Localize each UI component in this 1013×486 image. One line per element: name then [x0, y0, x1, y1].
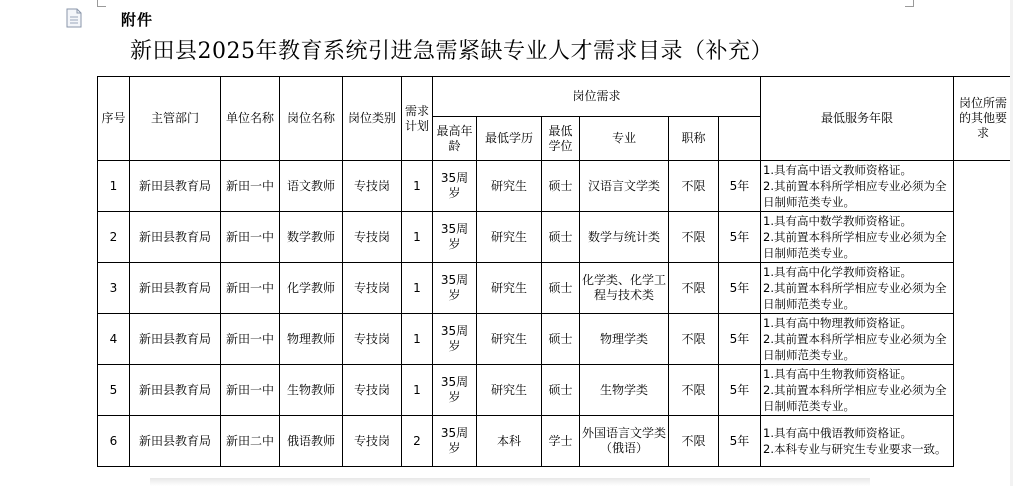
cell-min-service: 5年 — [719, 161, 761, 212]
cell-title-rank: 不限 — [669, 365, 719, 416]
table-row — [98, 365, 1013, 416]
cell-dept: 新田县教育局 — [130, 212, 221, 263]
cell-post-name: 化学教师 — [280, 263, 343, 314]
cell-max-age: 35周岁 — [433, 365, 477, 416]
requirement-line: 1.具有高中化学教师资格证。 — [763, 265, 912, 279]
cell-other-requirements — [761, 263, 954, 314]
cell-other-requirements — [761, 314, 954, 365]
header-min-degree: 最低学位 — [542, 117, 580, 161]
cell-max-age: 35周岁 — [433, 263, 477, 314]
cell-seq: 1 — [98, 161, 130, 212]
cell-dept: 新田县教育局 — [130, 263, 221, 314]
table-row — [98, 416, 1013, 467]
cell-title-rank: 不限 — [669, 161, 719, 212]
cell-post-name: 俄语教师 — [280, 416, 343, 467]
cell-min-degree: 硕士 — [542, 365, 580, 416]
cell-max-age: 35周岁 — [433, 161, 477, 212]
header-min-service: 最低服务年限 — [761, 77, 954, 161]
cell-post-name: 数学教师 — [280, 212, 343, 263]
cell-post-name: 语文教师 — [280, 161, 343, 212]
cell-max-age: 35周岁 — [433, 212, 477, 263]
requirement-line: 2.其前置本科所学相应专业必须为全日制师范类专业。 — [763, 179, 947, 209]
cell-min-degree: 硕士 — [542, 212, 580, 263]
cell-plan: 1 — [402, 161, 433, 212]
talent-demand-table — [97, 76, 1013, 467]
cell-seq: 4 — [98, 314, 130, 365]
table-row — [98, 212, 1013, 263]
cell-seq: 6 — [98, 416, 130, 467]
cell-title-rank: 不限 — [669, 263, 719, 314]
cell-post-type: 专技岗 — [343, 161, 402, 212]
cell-min-edu: 研究生 — [477, 212, 542, 263]
cell-plan: 1 — [402, 365, 433, 416]
requirement-line: 1.具有高中物理教师资格证。 — [763, 316, 912, 330]
page-corner-mark — [97, 0, 106, 7]
cell-plan: 1 — [402, 212, 433, 263]
cell-major: 化学类、化学工程与技术类 — [580, 263, 669, 314]
header-major: 专业 — [580, 117, 669, 161]
requirement-line: 1.具有高中生物教师资格证。 — [763, 367, 912, 381]
cell-title-rank: 不限 — [669, 314, 719, 365]
cell-unit: 新田一中 — [221, 314, 280, 365]
cell-min-degree: 硕士 — [542, 161, 580, 212]
cell-min-edu: 研究生 — [477, 365, 542, 416]
cell-min-edu: 研究生 — [477, 161, 542, 212]
table-row — [98, 263, 1013, 314]
cell-unit: 新田一中 — [221, 263, 280, 314]
attachment-label: 附件 — [121, 11, 154, 29]
requirement-line: 1.具有高中语文教师资格证。 — [763, 163, 912, 177]
cell-post-type: 专技岗 — [343, 314, 402, 365]
cell-seq: 2 — [98, 212, 130, 263]
document-icon — [66, 8, 82, 28]
requirement-line: 2.本科专业与研究生专业要求一致。 — [763, 442, 947, 456]
cell-post-type: 专技岗 — [343, 416, 402, 467]
requirement-line: 2.其前置本科所学相应专业必须为全日制师范类专业。 — [763, 332, 947, 362]
requirement-line: 1.具有高中数学教师资格证。 — [763, 214, 912, 228]
cell-plan: 1 — [402, 263, 433, 314]
header-requirements: 岗位需求 — [433, 77, 761, 117]
cell-min-service: 5年 — [719, 314, 761, 365]
cell-unit: 新田二中 — [221, 416, 280, 467]
cell-min-degree: 硕士 — [542, 263, 580, 314]
header-post-name: 岗位名称 — [280, 77, 343, 161]
cell-plan: 2 — [402, 416, 433, 467]
cell-title-rank: 不限 — [669, 416, 719, 467]
cell-plan: 1 — [402, 314, 433, 365]
cell-dept: 新田县教育局 — [130, 314, 221, 365]
requirement-line: 2.其前置本科所学相应专业必须为全日制师范类专业。 — [763, 281, 947, 311]
cell-major: 数学与统计类 — [580, 212, 669, 263]
cell-min-edu: 本科 — [477, 416, 542, 467]
cell-min-edu: 研究生 — [477, 263, 542, 314]
cell-post-type: 专技岗 — [343, 365, 402, 416]
header-post-type: 岗位类别 — [343, 77, 402, 161]
cell-major: 汉语言文学类 — [580, 161, 669, 212]
table-row — [98, 314, 1013, 365]
page-bottom-shadow — [150, 478, 870, 486]
cell-unit: 新田一中 — [221, 161, 280, 212]
cell-post-type: 专技岗 — [343, 263, 402, 314]
table-row — [98, 161, 1013, 212]
cell-other-requirements — [761, 365, 954, 416]
header-unit: 单位名称 — [221, 77, 280, 161]
cell-max-age: 35周岁 — [433, 416, 477, 467]
cell-major: 生物学类 — [580, 365, 669, 416]
cell-min-service: 5年 — [719, 365, 761, 416]
cell-dept: 新田县教育局 — [130, 416, 221, 467]
cell-min-degree: 硕士 — [542, 314, 580, 365]
cell-post-type: 专技岗 — [343, 212, 402, 263]
header-other: 岗位所需的其他要求 — [954, 77, 1013, 161]
cell-title-rank: 不限 — [669, 212, 719, 263]
requirement-line: 2.其前置本科所学相应专业必须为全日制师范类专业。 — [763, 230, 947, 260]
cell-post-name: 物理教师 — [280, 314, 343, 365]
page-corner-mark — [905, 0, 914, 7]
cell-other-requirements — [761, 161, 954, 212]
cell-min-service: 5年 — [719, 212, 761, 263]
cell-min-service: 5年 — [719, 416, 761, 467]
cell-seq: 3 — [98, 263, 130, 314]
cell-other-requirements — [761, 212, 954, 263]
cell-min-service: 5年 — [719, 263, 761, 314]
cell-major: 外国语言文学类（俄语） — [580, 416, 669, 467]
cell-unit: 新田一中 — [221, 212, 280, 263]
header-dept: 主管部门 — [130, 77, 221, 161]
header-title-rank: 职称 — [669, 117, 719, 161]
requirement-line: 1.具有高中俄语教师资格证。 — [763, 426, 912, 440]
header-max-age: 最高年龄 — [433, 117, 477, 161]
header-plan: 需求计划 — [402, 77, 433, 161]
cell-post-name: 生物教师 — [280, 365, 343, 416]
cell-major: 物理学类 — [580, 314, 669, 365]
cell-min-degree: 学士 — [542, 416, 580, 467]
cell-other-requirements — [761, 416, 954, 467]
header-min-edu: 最低学历 — [477, 117, 542, 161]
header-seq: 序号 — [98, 77, 130, 161]
cell-dept: 新田县教育局 — [130, 365, 221, 416]
cell-seq: 5 — [98, 365, 130, 416]
requirement-line: 2.其前置本科所学相应专业必须为全日制师范类专业。 — [763, 383, 947, 413]
page-title: 新田县2025年教育系统引进急需紧缺专业人才需求目录（补充） — [130, 39, 773, 64]
cell-unit: 新田一中 — [221, 365, 280, 416]
cell-min-edu: 研究生 — [477, 314, 542, 365]
cell-max-age: 35周岁 — [433, 314, 477, 365]
cell-dept: 新田县教育局 — [130, 161, 221, 212]
